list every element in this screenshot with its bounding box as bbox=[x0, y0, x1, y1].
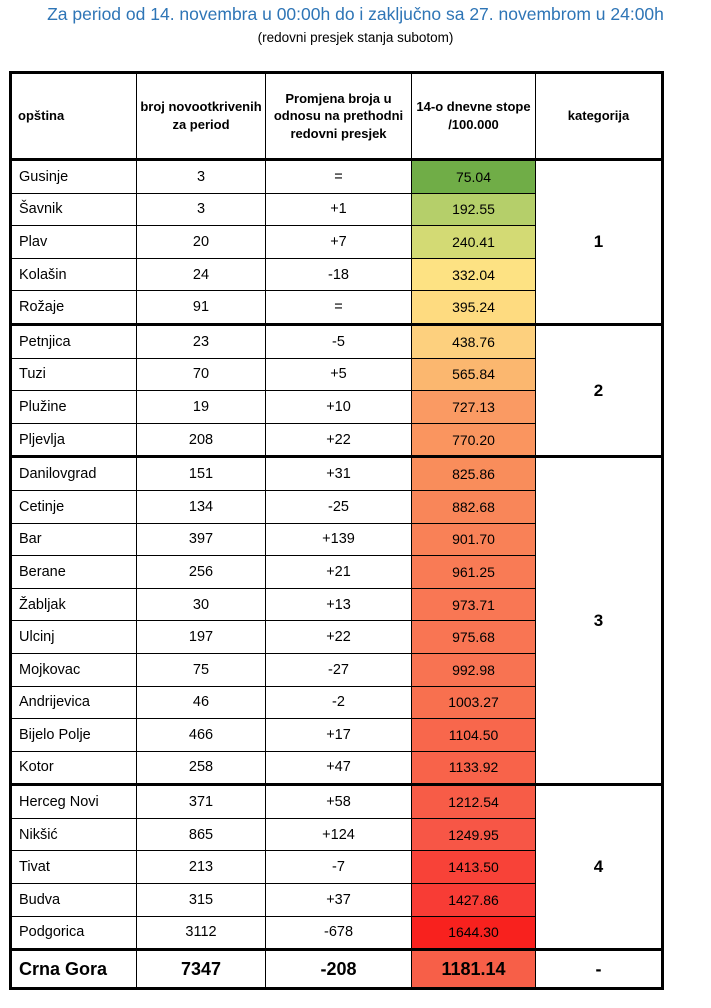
rate-cell: 1003.27 bbox=[412, 686, 536, 719]
municipality-cell: Herceg Novi bbox=[11, 785, 137, 819]
municipality-cell: Kotor bbox=[11, 751, 137, 785]
new-cases-cell: 151 bbox=[137, 457, 266, 491]
header-new-cases: broj novootkrivenih za period bbox=[137, 73, 266, 160]
rate-cell: 1212.54 bbox=[412, 785, 536, 819]
change-cell: -25 bbox=[266, 490, 412, 523]
total-category-cell: - bbox=[536, 950, 663, 989]
change-cell: +22 bbox=[266, 621, 412, 654]
new-cases-cell: 3 bbox=[137, 193, 266, 226]
municipality-cell: Nikšić bbox=[11, 818, 137, 851]
rate-cell: 992.98 bbox=[412, 653, 536, 686]
report-title: Za period od 14. novembra u 00:00h do i zaključno sa 27. novembrom u 24:00h bbox=[47, 4, 664, 24]
change-cell: +47 bbox=[266, 751, 412, 785]
table-row bbox=[11, 324, 663, 358]
rate-cell: 240.41 bbox=[412, 226, 536, 259]
change-cell: +124 bbox=[266, 818, 412, 851]
rate-cell: 1413.50 bbox=[412, 851, 536, 884]
change-cell: +10 bbox=[266, 391, 412, 424]
covid-rates-table bbox=[9, 71, 664, 990]
municipality-cell: Bar bbox=[11, 523, 137, 556]
new-cases-cell: 3112 bbox=[137, 916, 266, 950]
rate-cell: 882.68 bbox=[412, 490, 536, 523]
municipality-cell: Bijelo Polje bbox=[11, 719, 137, 752]
change-cell: +13 bbox=[266, 588, 412, 621]
report-subtitle: (redovni presjek stanja subotom) bbox=[257, 30, 454, 45]
change-cell: = bbox=[266, 160, 412, 194]
change-cell: +5 bbox=[266, 358, 412, 391]
rate-cell: 727.13 bbox=[412, 391, 536, 424]
change-cell: -7 bbox=[266, 851, 412, 884]
rate-cell: 825.86 bbox=[412, 457, 536, 491]
change-cell: +37 bbox=[266, 884, 412, 917]
rate-cell: 332.04 bbox=[412, 258, 536, 291]
category-cell: 4 bbox=[536, 785, 663, 950]
rate-cell: 438.76 bbox=[412, 324, 536, 358]
header-rate: 14-o dnevne stope /100.000 bbox=[412, 73, 536, 160]
municipality-cell: Pljevlja bbox=[11, 423, 137, 457]
municipality-cell: Cetinje bbox=[11, 490, 137, 523]
new-cases-cell: 466 bbox=[137, 719, 266, 752]
rate-cell: 1133.92 bbox=[412, 751, 536, 785]
municipality-cell: Tuzi bbox=[11, 358, 137, 391]
new-cases-cell: 134 bbox=[137, 490, 266, 523]
change-cell: -5 bbox=[266, 324, 412, 358]
change-cell: +7 bbox=[266, 226, 412, 259]
change-cell: -27 bbox=[266, 653, 412, 686]
rate-cell: 975.68 bbox=[412, 621, 536, 654]
category-cell: 1 bbox=[536, 160, 663, 325]
municipality-cell: Andrijevica bbox=[11, 686, 137, 719]
new-cases-cell: 24 bbox=[137, 258, 266, 291]
new-cases-cell: 46 bbox=[137, 686, 266, 719]
table-row bbox=[11, 457, 663, 491]
header-row bbox=[11, 73, 663, 160]
new-cases-cell: 213 bbox=[137, 851, 266, 884]
municipality-cell: Mojkovac bbox=[11, 653, 137, 686]
municipality-cell: Plav bbox=[11, 226, 137, 259]
header-change: Promjena broja u odnosu na prethodni redovni presjek bbox=[266, 73, 412, 160]
table-row bbox=[11, 785, 663, 819]
municipality-cell: Danilovgrad bbox=[11, 457, 137, 491]
rate-cell: 1644.30 bbox=[412, 916, 536, 950]
municipality-cell: Ulcinj bbox=[11, 621, 137, 654]
change-cell: +58 bbox=[266, 785, 412, 819]
municipality-cell: Rožaje bbox=[11, 291, 137, 325]
new-cases-cell: 30 bbox=[137, 588, 266, 621]
rate-cell: 1427.86 bbox=[412, 884, 536, 917]
total-change-cell: -208 bbox=[266, 950, 412, 989]
total-row bbox=[11, 950, 663, 989]
change-cell: +17 bbox=[266, 719, 412, 752]
rate-cell: 1104.50 bbox=[412, 719, 536, 752]
new-cases-cell: 19 bbox=[137, 391, 266, 424]
rate-cell: 395.24 bbox=[412, 291, 536, 325]
total-rate-cell: 1181.14 bbox=[412, 950, 536, 989]
municipality-cell: Berane bbox=[11, 556, 137, 589]
change-cell: +139 bbox=[266, 523, 412, 556]
header-municipality: opština bbox=[11, 73, 137, 160]
new-cases-cell: 70 bbox=[137, 358, 266, 391]
new-cases-cell: 315 bbox=[137, 884, 266, 917]
rate-cell: 973.71 bbox=[412, 588, 536, 621]
new-cases-cell: 20 bbox=[137, 226, 266, 259]
header-category: kategorija bbox=[536, 73, 663, 160]
change-cell: +21 bbox=[266, 556, 412, 589]
change-cell: +22 bbox=[266, 423, 412, 457]
municipality-cell: Podgorica bbox=[11, 916, 137, 950]
total-name-cell: Crna Gora bbox=[11, 950, 137, 989]
rate-cell: 961.25 bbox=[412, 556, 536, 589]
municipality-cell: Šavnik bbox=[11, 193, 137, 226]
new-cases-cell: 3 bbox=[137, 160, 266, 194]
rate-cell: 901.70 bbox=[412, 523, 536, 556]
new-cases-cell: 75 bbox=[137, 653, 266, 686]
municipality-cell: Plužine bbox=[11, 391, 137, 424]
change-cell: = bbox=[266, 291, 412, 325]
municipality-cell: Petnjica bbox=[11, 324, 137, 358]
new-cases-cell: 865 bbox=[137, 818, 266, 851]
rate-cell: 565.84 bbox=[412, 358, 536, 391]
category-cell: 2 bbox=[536, 324, 663, 456]
change-cell: -2 bbox=[266, 686, 412, 719]
municipality-cell: Kolašin bbox=[11, 258, 137, 291]
change-cell: +1 bbox=[266, 193, 412, 226]
total-cases-cell: 7347 bbox=[137, 950, 266, 989]
change-cell: -678 bbox=[266, 916, 412, 950]
new-cases-cell: 208 bbox=[137, 423, 266, 457]
new-cases-cell: 256 bbox=[137, 556, 266, 589]
rate-cell: 75.04 bbox=[412, 160, 536, 194]
rate-cell: 192.55 bbox=[412, 193, 536, 226]
new-cases-cell: 197 bbox=[137, 621, 266, 654]
change-cell: +31 bbox=[266, 457, 412, 491]
change-cell: -18 bbox=[266, 258, 412, 291]
new-cases-cell: 258 bbox=[137, 751, 266, 785]
new-cases-cell: 91 bbox=[137, 291, 266, 325]
municipality-cell: Tivat bbox=[11, 851, 137, 884]
table-body bbox=[11, 160, 663, 989]
category-cell: 3 bbox=[536, 457, 663, 785]
rate-cell: 770.20 bbox=[412, 423, 536, 457]
municipality-cell: Žabljak bbox=[11, 588, 137, 621]
table-row bbox=[11, 160, 663, 194]
new-cases-cell: 23 bbox=[137, 324, 266, 358]
new-cases-cell: 397 bbox=[137, 523, 266, 556]
municipality-cell: Gusinje bbox=[11, 160, 137, 194]
rate-cell: 1249.95 bbox=[412, 818, 536, 851]
municipality-cell: Budva bbox=[11, 884, 137, 917]
new-cases-cell: 371 bbox=[137, 785, 266, 819]
